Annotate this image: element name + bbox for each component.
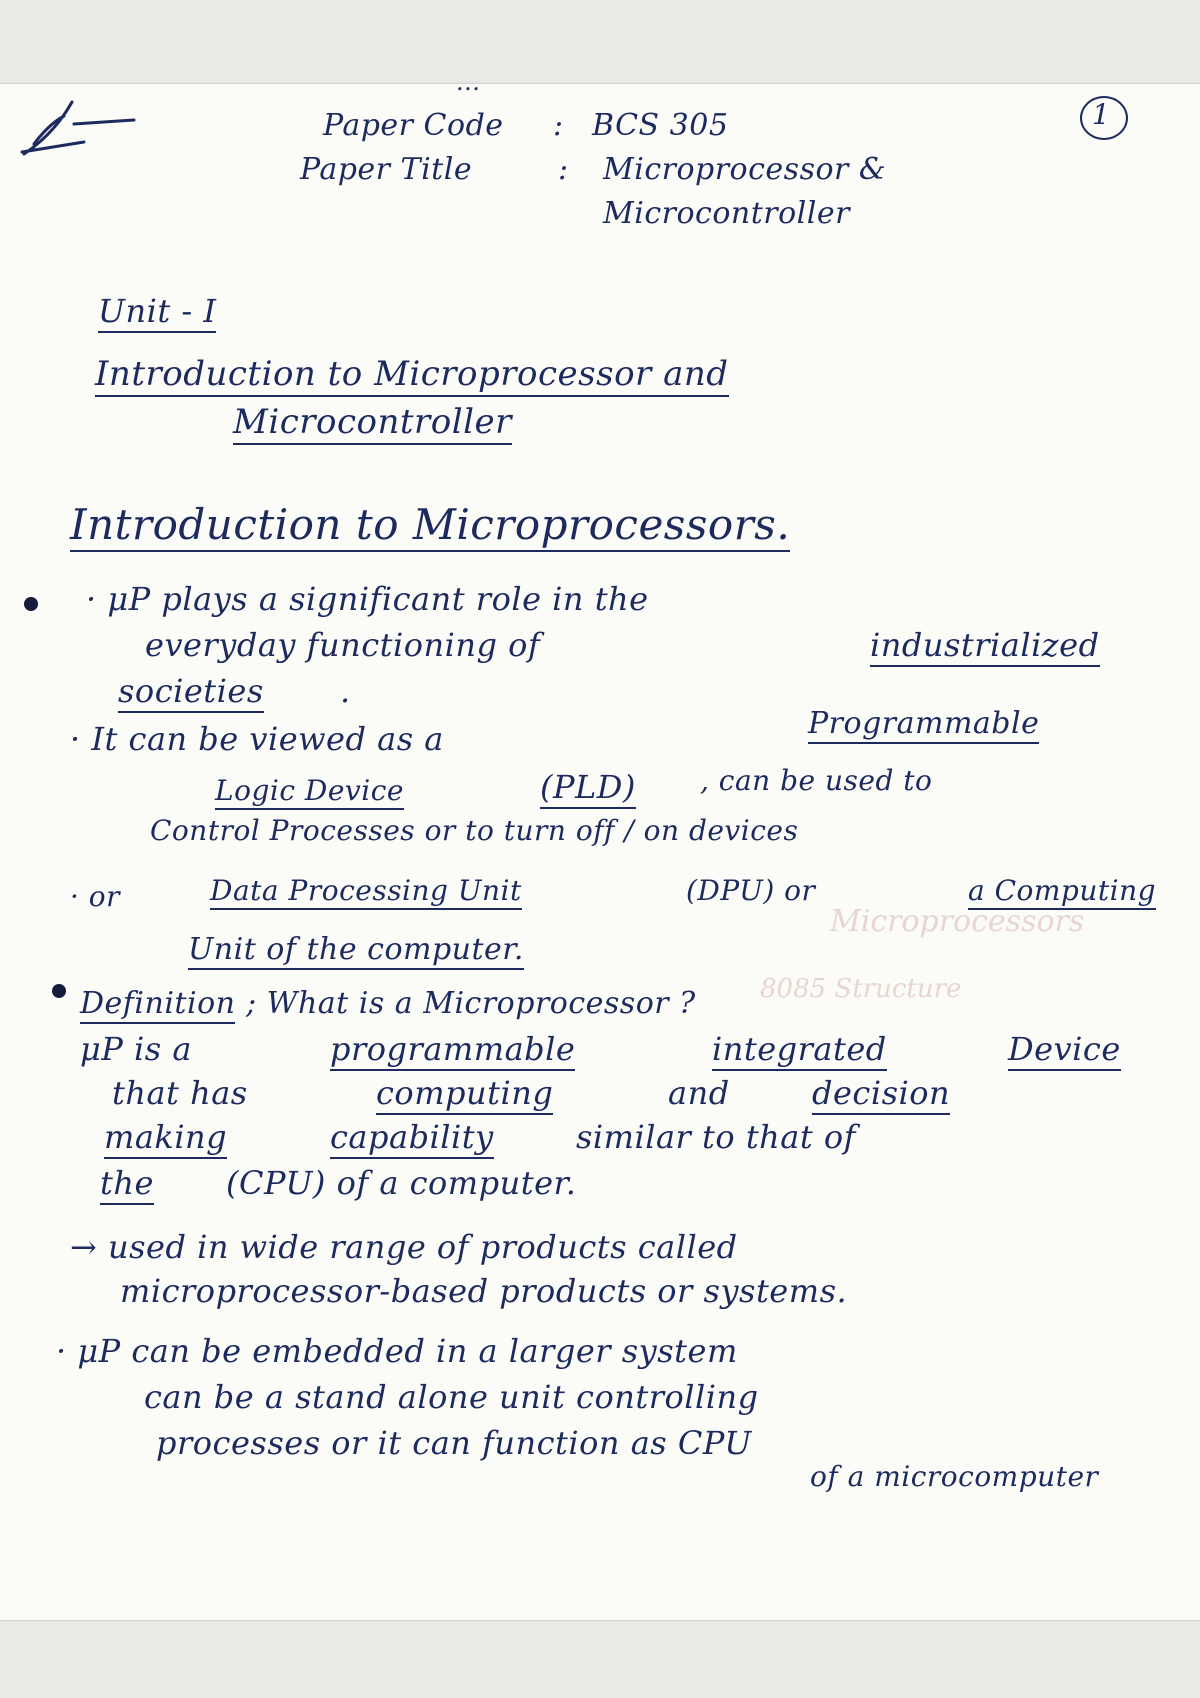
note-underlined-term: computing bbox=[376, 1074, 553, 1115]
note-line: · μP can be embedded in a larger system bbox=[56, 1332, 738, 1370]
note-underlined-term: Logic Device bbox=[215, 774, 404, 810]
note-underlined-term: Device bbox=[1008, 1030, 1121, 1071]
paper-code-value: BCS 305 bbox=[592, 108, 729, 143]
bleed-through-text: 8085 Structure bbox=[760, 974, 962, 1004]
note-line: · It can be viewed as a bbox=[70, 720, 444, 758]
note-underlined-term: the bbox=[100, 1164, 154, 1205]
unit-heading-line2: Microcontroller bbox=[233, 402, 512, 445]
paper-title-line2: Microcontroller bbox=[603, 196, 850, 231]
note-line: processes or it can function as CPU bbox=[156, 1424, 752, 1462]
note-line: microprocessor-based products or systems. bbox=[120, 1272, 848, 1310]
paper-code-separator: : bbox=[553, 108, 564, 143]
note-underlined-term: Programmable bbox=[808, 706, 1039, 744]
paper-code-label: Paper Code bbox=[323, 108, 504, 143]
note-underlined-term: Data Processing Unit bbox=[210, 874, 522, 910]
note-underlined-term: (PLD) bbox=[540, 768, 636, 809]
unit-heading-line1: Introduction to Microprocessor and bbox=[95, 354, 729, 397]
definition-label: Definition bbox=[80, 986, 235, 1024]
notebook-page bbox=[0, 68, 1200, 1620]
section-title: Introduction to Microprocessors. bbox=[70, 500, 790, 552]
note-line: that has bbox=[112, 1074, 248, 1112]
note-underlined-term: making bbox=[104, 1118, 227, 1159]
bullet-dot bbox=[24, 597, 38, 611]
note-underlined-term: industrialized bbox=[870, 626, 1100, 667]
note-line: and bbox=[668, 1074, 730, 1112]
note-line: · or bbox=[70, 880, 121, 913]
definition-question: ; What is a Microprocessor ? bbox=[246, 986, 696, 1021]
note-line: , can be used to bbox=[700, 764, 933, 797]
note-underlined-term: Unit of the computer. bbox=[188, 932, 524, 970]
note-underlined-term: decision bbox=[812, 1074, 950, 1115]
bleed-through-text: Microprocessors bbox=[830, 904, 1085, 939]
paper-title-label: Paper Title bbox=[300, 152, 473, 187]
note-underlined-term: integrated bbox=[712, 1030, 887, 1071]
note-line: can be a stand alone unit controlling bbox=[144, 1378, 759, 1416]
note-underlined-term: societies bbox=[118, 672, 264, 713]
note-line: (DPU) or bbox=[686, 874, 816, 907]
paper-title-separator: : bbox=[558, 152, 569, 187]
note-line: · μP plays a significant role in the bbox=[86, 580, 649, 618]
bullet-dot bbox=[52, 984, 66, 998]
note-line: (CPU) of a computer. bbox=[226, 1164, 577, 1202]
pen-scribble-mark bbox=[14, 94, 144, 164]
note-line: μP is a bbox=[80, 1030, 192, 1068]
note-line: → used in wide range of products called bbox=[70, 1228, 738, 1266]
top-dots: ... bbox=[456, 68, 481, 96]
unit-label: Unit - I bbox=[98, 292, 216, 333]
note-line: Control Processes or to turn off / on devices bbox=[150, 814, 799, 847]
note-underlined-term: a Computing bbox=[968, 874, 1156, 910]
note-line: of a microcomputer bbox=[810, 1460, 1099, 1493]
note-line: . bbox=[340, 672, 351, 710]
note-underlined-term: capability bbox=[330, 1118, 494, 1159]
note-line: similar to that of bbox=[576, 1118, 856, 1156]
note-underlined-term: programmable bbox=[330, 1030, 575, 1071]
paper-title-line1: Microprocessor & bbox=[603, 152, 887, 187]
note-line: everyday functioning of bbox=[145, 626, 541, 664]
page-number: 1 bbox=[1092, 98, 1111, 131]
